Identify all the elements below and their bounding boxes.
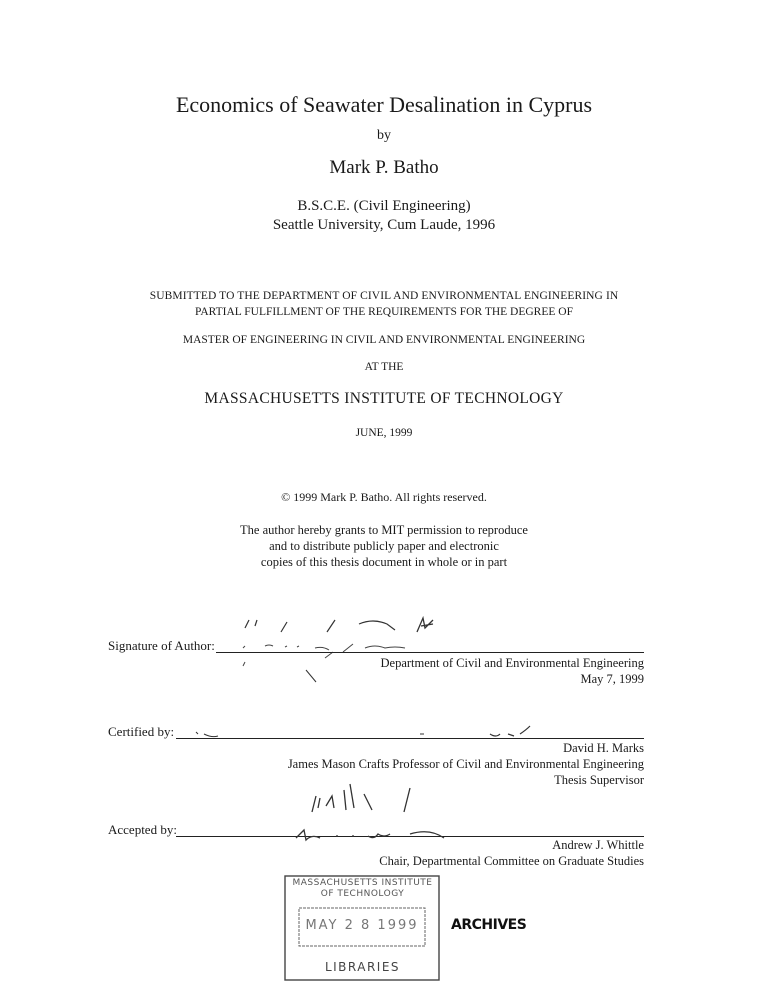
stamp-technology: OF TECHNOLOGY — [320, 889, 405, 899]
committee-chair-title: Chair, Departmental Committee on Graduate Studies — [379, 854, 644, 868]
author-signature-date: May 7, 1999 — [580, 672, 644, 686]
pen-stroke — [300, 668, 330, 688]
institution-name: MASSACHUSETTS INSTITUTE OF TECHNOLOGY — [204, 390, 564, 407]
permission-line-3: copies of this thesis document in whole or in part — [260, 555, 508, 569]
supervisor-role: Thesis Supervisor — [554, 773, 644, 787]
prior-institution: Seattle University, Cum Laude, 1996 — [272, 217, 496, 233]
author-department-name: Department of Civil and Environmental Engineering — [380, 656, 644, 670]
stamp-date: MAY 2 8 1999 — [305, 918, 419, 933]
author-name: Mark P. Batho — [329, 157, 439, 178]
committee-block — [379, 837, 644, 869]
at-the: AT THE — [364, 361, 404, 373]
archives-stamp: ARCHIVES — [451, 917, 527, 933]
committee-chair-name: Andrew J. Whittle — [552, 838, 644, 852]
author-signature-line — [216, 652, 644, 653]
permission-statement — [0, 522, 768, 570]
submission-line-2: PARTIAL FULFILLMENT OF THE REQUIREMENTS FOR THE DEGREE OF — [195, 306, 573, 318]
prior-degree: B.S.C.E. (Civil Engineering) — [297, 198, 471, 214]
permission-line-1: The author hereby grants to MIT permission to reproduce — [240, 523, 528, 537]
by-text: by — [377, 128, 391, 143]
degree-name: MASTER OF ENGINEERING IN CIVIL AND ENVIRONMENTAL ENGINEERING — [182, 334, 586, 346]
author-department — [381, 655, 644, 687]
library-stamp — [283, 872, 442, 984]
signature-author-label: Signature of Author: — [108, 638, 215, 653]
permission-line-2: and to distribute publicly paper and electronic — [269, 539, 499, 553]
submission-line-1: SUBMITTED TO THE DEPARTMENT OF CIVIL AND ENVIRONMENTAL ENGINEERING IN — [149, 290, 619, 302]
supervisor-title: James Mason Crafts Professor of Civil and Environmental Engineering — [287, 757, 644, 771]
accepted-by-label: Accepted by: — [108, 822, 177, 837]
certified-by-label: Certified by: — [108, 724, 175, 739]
stamp-libraries: LIBRARIES — [324, 960, 401, 974]
copyright-notice: © 1999 Mark P. Batho. All rights reserved. — [281, 490, 487, 504]
submission-date: JUNE, 1999 — [355, 427, 413, 439]
thesis-title: Economics of Seawater Desalination in Cyprus — [175, 92, 593, 117]
supervisor-name: David H. Marks — [563, 741, 644, 755]
committee-signature-upper — [300, 774, 480, 824]
stamp-institute: MASSACHUSETTS INSTITUTE — [292, 878, 433, 888]
